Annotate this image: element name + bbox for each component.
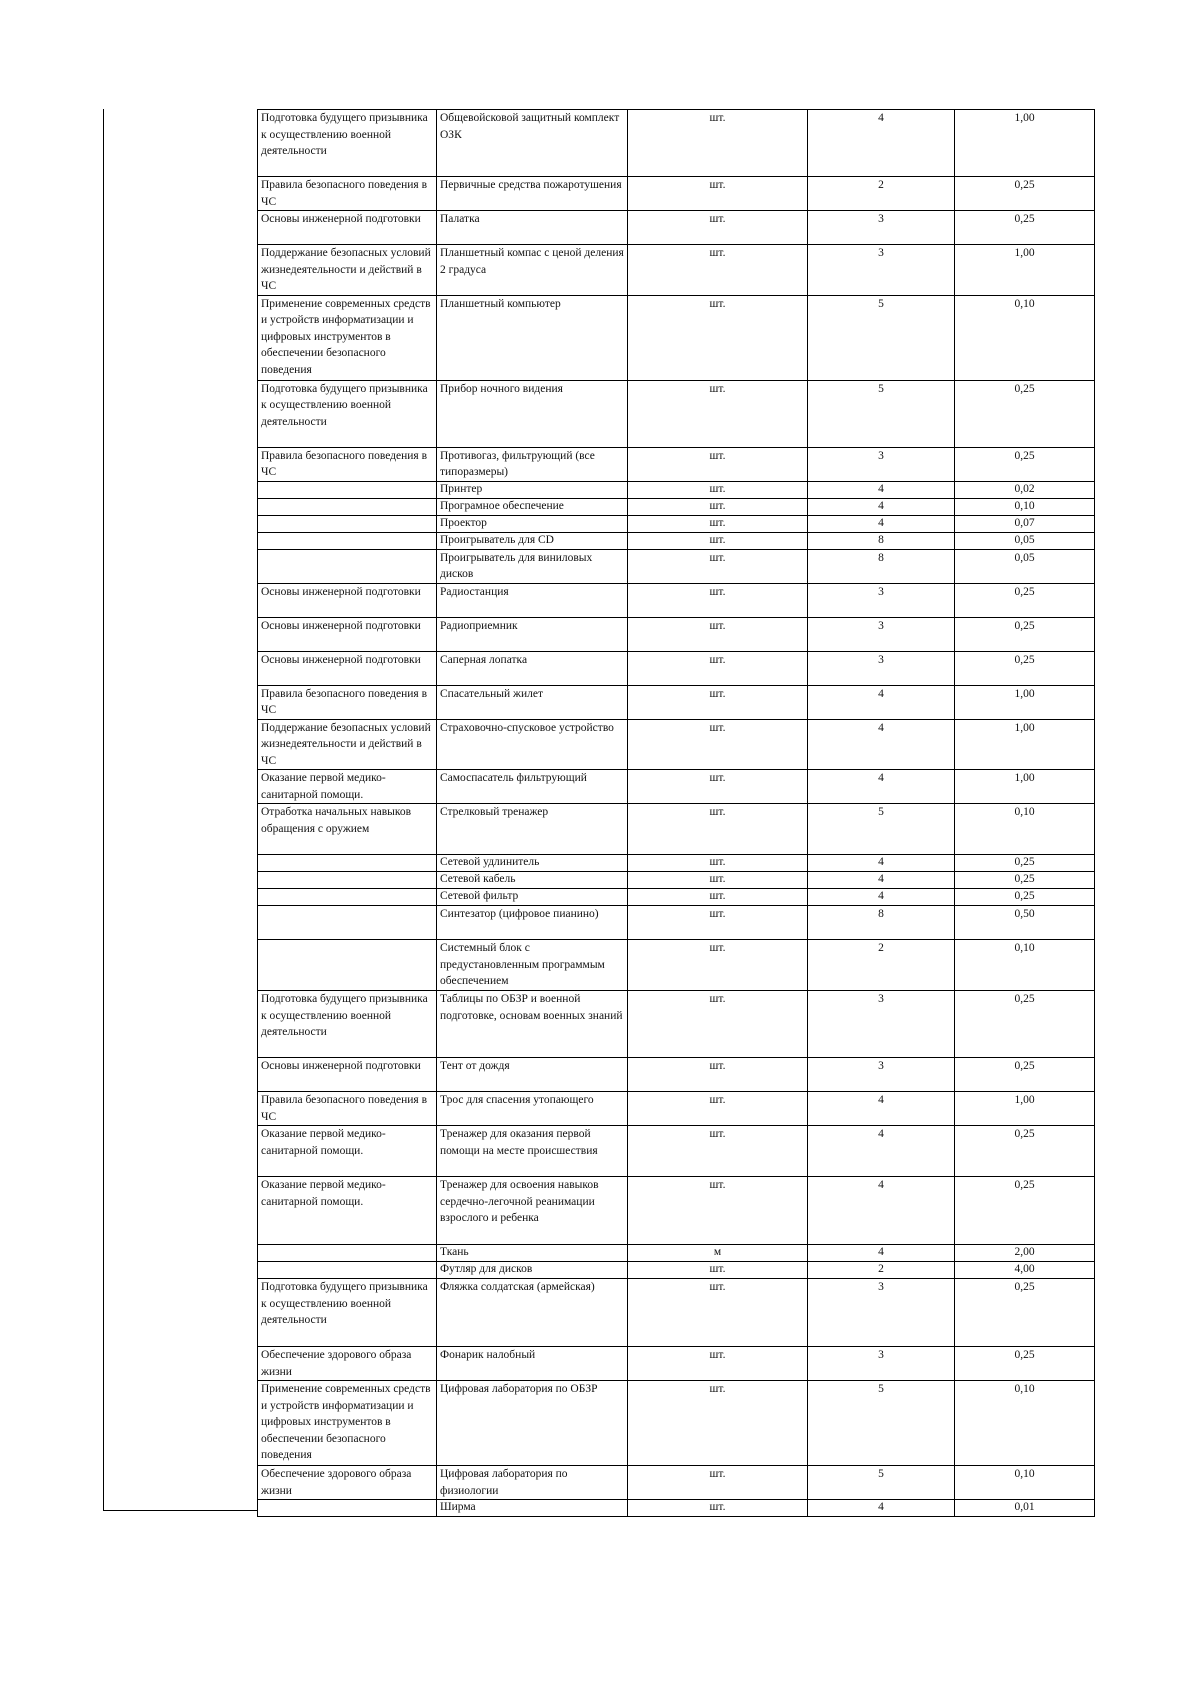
unit-cell: шт. (628, 447, 808, 481)
item-name-cell: Радиоприемник (437, 617, 628, 651)
table-row (258, 855, 1095, 872)
quantity-cell: 5 (808, 1466, 955, 1500)
quantity-cell: 5 (808, 1381, 955, 1466)
table-row (258, 583, 1095, 617)
coefficient-cell: 0,25 (955, 583, 1095, 617)
unit-cell: шт. (628, 719, 808, 770)
coefficient-cell: 0,10 (955, 498, 1095, 515)
item-name-cell: Цифровая лаборатория по ОБЗР (437, 1381, 628, 1466)
quantity-cell: 4 (808, 719, 955, 770)
quantity-cell: 8 (808, 532, 955, 549)
item-name-cell: Проигрыватель для CD (437, 532, 628, 549)
unit-cell: шт. (628, 245, 808, 296)
section-cell (258, 481, 437, 498)
section-cell: Оказание первой медико-санитарной помощи. (258, 1126, 437, 1177)
quantity-cell: 4 (808, 1092, 955, 1126)
coefficient-cell: 0,01 (955, 1500, 1095, 1517)
item-name-cell: Проектор (437, 515, 628, 532)
item-name-cell: Тренажер для освоения навыков сердечно-легочной реанимации взрослого и ребенка (437, 1177, 628, 1245)
item-name-cell: Програмное обеспечение (437, 498, 628, 515)
coefficient-cell: 0,10 (955, 804, 1095, 855)
unit-cell: шт. (628, 1500, 808, 1517)
table-row (258, 1058, 1095, 1092)
item-name-cell: Стрелковый тренажер (437, 804, 628, 855)
unit-cell: шт. (628, 651, 808, 685)
unit-cell: шт. (628, 685, 808, 719)
quantity-cell: 4 (808, 855, 955, 872)
item-name-cell: Сетевой кабель (437, 872, 628, 889)
coefficient-cell: 0,50 (955, 906, 1095, 940)
item-name-cell: Трос для спасения утопающего (437, 1092, 628, 1126)
table-row (258, 940, 1095, 991)
item-name-cell: Цифровая лаборатория по физиологии (437, 1466, 628, 1500)
table-row (258, 1177, 1095, 1245)
coefficient-cell: 0,25 (955, 617, 1095, 651)
coefficient-cell: 0,25 (955, 211, 1095, 245)
quantity-cell: 4 (808, 685, 955, 719)
quantity-cell: 4 (808, 1126, 955, 1177)
table-row (258, 110, 1095, 177)
table-row (258, 498, 1095, 515)
table-row (258, 1092, 1095, 1126)
table-row (258, 515, 1095, 532)
quantity-cell: 3 (808, 1279, 955, 1347)
unit-cell: шт. (628, 1279, 808, 1347)
quantity-cell: 5 (808, 295, 955, 380)
left-margin-line (103, 109, 104, 1511)
unit-cell: шт. (628, 549, 808, 583)
table-row (258, 1381, 1095, 1466)
section-cell (258, 940, 437, 991)
item-name-cell: Тент от дождя (437, 1058, 628, 1092)
table-row (258, 1279, 1095, 1347)
item-name-cell: Таблицы по ОБЗР и военной подготовке, основам военных знаний (437, 991, 628, 1058)
item-name-cell: Радиостанция (437, 583, 628, 617)
quantity-cell: 2 (808, 1262, 955, 1279)
table-row (258, 211, 1095, 245)
unit-cell: м (628, 1245, 808, 1262)
item-name-cell: Системный блок с предустановленным программым обеспечением (437, 940, 628, 991)
table-row (258, 685, 1095, 719)
quantity-cell: 4 (808, 110, 955, 177)
unit-cell: шт. (628, 804, 808, 855)
quantity-cell: 4 (808, 1245, 955, 1262)
unit-cell: шт. (628, 532, 808, 549)
unit-cell: шт. (628, 498, 808, 515)
quantity-cell: 4 (808, 1500, 955, 1517)
quantity-cell: 3 (808, 1058, 955, 1092)
quantity-cell: 3 (808, 1347, 955, 1381)
unit-cell: шт. (628, 211, 808, 245)
unit-cell: шт. (628, 177, 808, 211)
unit-cell: шт. (628, 906, 808, 940)
quantity-cell: 4 (808, 515, 955, 532)
coefficient-cell: 0,25 (955, 889, 1095, 906)
equipment-table-body (258, 110, 1095, 1517)
quantity-cell: 3 (808, 211, 955, 245)
quantity-cell: 3 (808, 651, 955, 685)
item-name-cell: Тренажер для оказания первой помощи на месте происшествия (437, 1126, 628, 1177)
table-row (258, 481, 1095, 498)
section-cell (258, 498, 437, 515)
quantity-cell: 4 (808, 889, 955, 906)
table-row (258, 1126, 1095, 1177)
item-name-cell: Фонарик налобный (437, 1347, 628, 1381)
table-row (258, 245, 1095, 296)
unit-cell: шт. (628, 770, 808, 804)
coefficient-cell: 0,25 (955, 1126, 1095, 1177)
section-cell (258, 906, 437, 940)
item-name-cell: Общевойсковой защитный комплект ОЗК (437, 110, 628, 177)
quantity-cell: 5 (808, 380, 955, 447)
section-cell: Основы инженерной подготовки (258, 211, 437, 245)
table-row (258, 991, 1095, 1058)
section-cell (258, 549, 437, 583)
unit-cell: шт. (628, 481, 808, 498)
coefficient-cell: 1,00 (955, 1092, 1095, 1126)
unit-cell: шт. (628, 1092, 808, 1126)
coefficient-cell: 2,00 (955, 1245, 1095, 1262)
unit-cell: шт. (628, 1381, 808, 1466)
unit-cell: шт. (628, 889, 808, 906)
unit-cell: шт. (628, 1466, 808, 1500)
section-cell: Обеспечение здорового образа жизни (258, 1347, 437, 1381)
item-name-cell: Фляжка солдатская (армейская) (437, 1279, 628, 1347)
table-row (258, 889, 1095, 906)
table-row (258, 549, 1095, 583)
equipment-table (257, 109, 1095, 1517)
coefficient-cell: 0,25 (955, 380, 1095, 447)
unit-cell: шт. (628, 1058, 808, 1092)
quantity-cell: 3 (808, 447, 955, 481)
coefficient-cell: 0,10 (955, 295, 1095, 380)
unit-cell: шт. (628, 940, 808, 991)
section-cell (258, 1262, 437, 1279)
coefficient-cell: 0,25 (955, 1177, 1095, 1245)
coefficient-cell: 0,25 (955, 651, 1095, 685)
section-cell: Основы инженерной подготовки (258, 651, 437, 685)
quantity-cell: 4 (808, 770, 955, 804)
quantity-cell: 3 (808, 583, 955, 617)
table-row (258, 719, 1095, 770)
table-row (258, 617, 1095, 651)
coefficient-cell: 0,25 (955, 991, 1095, 1058)
section-cell: Применение современных средств и устройств информатизации и цифровых инструментов в обеспечении безопасного поведения (258, 1381, 437, 1466)
section-cell: Основы инженерной подготовки (258, 1058, 437, 1092)
coefficient-cell: 0,25 (955, 177, 1095, 211)
quantity-cell: 5 (808, 804, 955, 855)
quantity-cell: 8 (808, 906, 955, 940)
coefficient-cell: 0,25 (955, 872, 1095, 889)
section-cell: Основы инженерной подготовки (258, 617, 437, 651)
table-row (258, 651, 1095, 685)
unit-cell: шт. (628, 295, 808, 380)
table-row (258, 1500, 1095, 1517)
unit-cell: шт. (628, 617, 808, 651)
item-name-cell: Синтезатор (цифровое пианино) (437, 906, 628, 940)
unit-cell: шт. (628, 1347, 808, 1381)
table-row (258, 770, 1095, 804)
coefficient-cell: 1,00 (955, 245, 1095, 296)
coefficient-cell: 0,10 (955, 1381, 1095, 1466)
table-row (258, 532, 1095, 549)
section-cell: Подготовка будущего призывника к осуществлению военной деятельности (258, 991, 437, 1058)
table-row (258, 1466, 1095, 1500)
coefficient-cell: 1,00 (955, 685, 1095, 719)
coefficient-cell: 0,07 (955, 515, 1095, 532)
section-cell: Подготовка будущего призывника к осуществлению военной деятельности (258, 1279, 437, 1347)
table-row (258, 906, 1095, 940)
unit-cell: шт. (628, 1126, 808, 1177)
table-row (258, 1347, 1095, 1381)
quantity-cell: 4 (808, 481, 955, 498)
table-row (258, 872, 1095, 889)
coefficient-cell: 0,10 (955, 940, 1095, 991)
item-name-cell: Страховочно-спусковое устройство (437, 719, 628, 770)
section-cell (258, 872, 437, 889)
coefficient-cell: 4,00 (955, 1262, 1095, 1279)
coefficient-cell: 0,25 (955, 1279, 1095, 1347)
quantity-cell: 3 (808, 245, 955, 296)
item-name-cell: Сетевой фильтр (437, 889, 628, 906)
section-cell: Основы инженерной подготовки (258, 583, 437, 617)
section-cell: Правила безопасного поведения в ЧС (258, 447, 437, 481)
section-cell: Правила безопасного поведения в ЧС (258, 685, 437, 719)
coefficient-cell: 0,25 (955, 855, 1095, 872)
coefficient-cell: 0,02 (955, 481, 1095, 498)
item-name-cell: Самоспасатель фильтрующий (437, 770, 628, 804)
unit-cell: шт. (628, 991, 808, 1058)
quantity-cell: 2 (808, 940, 955, 991)
section-cell: Правила безопасного поведения в ЧС (258, 1092, 437, 1126)
section-cell: Поддержание безопасных условий жизнедеятельности и действий в ЧС (258, 245, 437, 296)
quantity-cell: 4 (808, 1177, 955, 1245)
coefficient-cell: 0,25 (955, 447, 1095, 481)
bottom-margin-line (103, 1510, 258, 1511)
table-row (258, 295, 1095, 380)
coefficient-cell: 1,00 (955, 110, 1095, 177)
unit-cell: шт. (628, 1177, 808, 1245)
table-row (258, 1262, 1095, 1279)
item-name-cell: Планшетный компьютер (437, 295, 628, 380)
coefficient-cell: 0,25 (955, 1058, 1095, 1092)
coefficient-cell: 0,10 (955, 1466, 1095, 1500)
section-cell: Поддержание безопасных условий жизнедеятельности и действий в ЧС (258, 719, 437, 770)
table-row (258, 177, 1095, 211)
item-name-cell: Планшетный компас с ценой деления 2 градуса (437, 245, 628, 296)
item-name-cell: Палатка (437, 211, 628, 245)
section-cell: Подготовка будущего призывника к осуществлению военной деятельности (258, 380, 437, 447)
item-name-cell: Прибор ночного видения (437, 380, 628, 447)
section-cell: Правила безопасного поведения в ЧС (258, 177, 437, 211)
table-row (258, 380, 1095, 447)
unit-cell: шт. (628, 380, 808, 447)
item-name-cell: Противогаз, фильтрующий (все типоразмеры) (437, 447, 628, 481)
coefficient-cell: 0,05 (955, 549, 1095, 583)
table-row (258, 804, 1095, 855)
quantity-cell: 4 (808, 872, 955, 889)
item-name-cell: Ткань (437, 1245, 628, 1262)
section-cell: Применение современных средств и устройств информатизации и цифровых инструментов в обеспечении безопасного поведения (258, 295, 437, 380)
section-cell: Оказание первой медико-санитарной помощи. (258, 770, 437, 804)
unit-cell: шт. (628, 583, 808, 617)
section-cell (258, 515, 437, 532)
quantity-cell: 3 (808, 991, 955, 1058)
section-cell: Отработка начальных навыков обращения с оружием (258, 804, 437, 855)
item-name-cell: Ширма (437, 1500, 628, 1517)
section-cell (258, 855, 437, 872)
section-cell (258, 1500, 437, 1517)
table-row (258, 447, 1095, 481)
item-name-cell: Спасательный жилет (437, 685, 628, 719)
unit-cell: шт. (628, 1262, 808, 1279)
item-name-cell: Саперная лопатка (437, 651, 628, 685)
table-row (258, 1245, 1095, 1262)
item-name-cell: Сетевой удлинитель (437, 855, 628, 872)
unit-cell: шт. (628, 515, 808, 532)
section-cell: Обеспечение здорового образа жизни (258, 1466, 437, 1500)
unit-cell: шт. (628, 855, 808, 872)
coefficient-cell: 1,00 (955, 719, 1095, 770)
coefficient-cell: 1,00 (955, 770, 1095, 804)
quantity-cell: 4 (808, 498, 955, 515)
coefficient-cell: 0,05 (955, 532, 1095, 549)
section-cell: Оказание первой медико-санитарной помощи. (258, 1177, 437, 1245)
quantity-cell: 8 (808, 549, 955, 583)
quantity-cell: 2 (808, 177, 955, 211)
item-name-cell: Футляр для дисков (437, 1262, 628, 1279)
unit-cell: шт. (628, 872, 808, 889)
section-cell (258, 532, 437, 549)
coefficient-cell: 0,25 (955, 1347, 1095, 1381)
item-name-cell: Принтер (437, 481, 628, 498)
item-name-cell: Проигрыватель для виниловых дисков (437, 549, 628, 583)
quantity-cell: 3 (808, 617, 955, 651)
section-cell (258, 889, 437, 906)
unit-cell: шт. (628, 110, 808, 177)
item-name-cell: Первичные средства пожаротушения (437, 177, 628, 211)
section-cell: Подготовка будущего призывника к осуществлению военной деятельности (258, 110, 437, 177)
section-cell (258, 1245, 437, 1262)
